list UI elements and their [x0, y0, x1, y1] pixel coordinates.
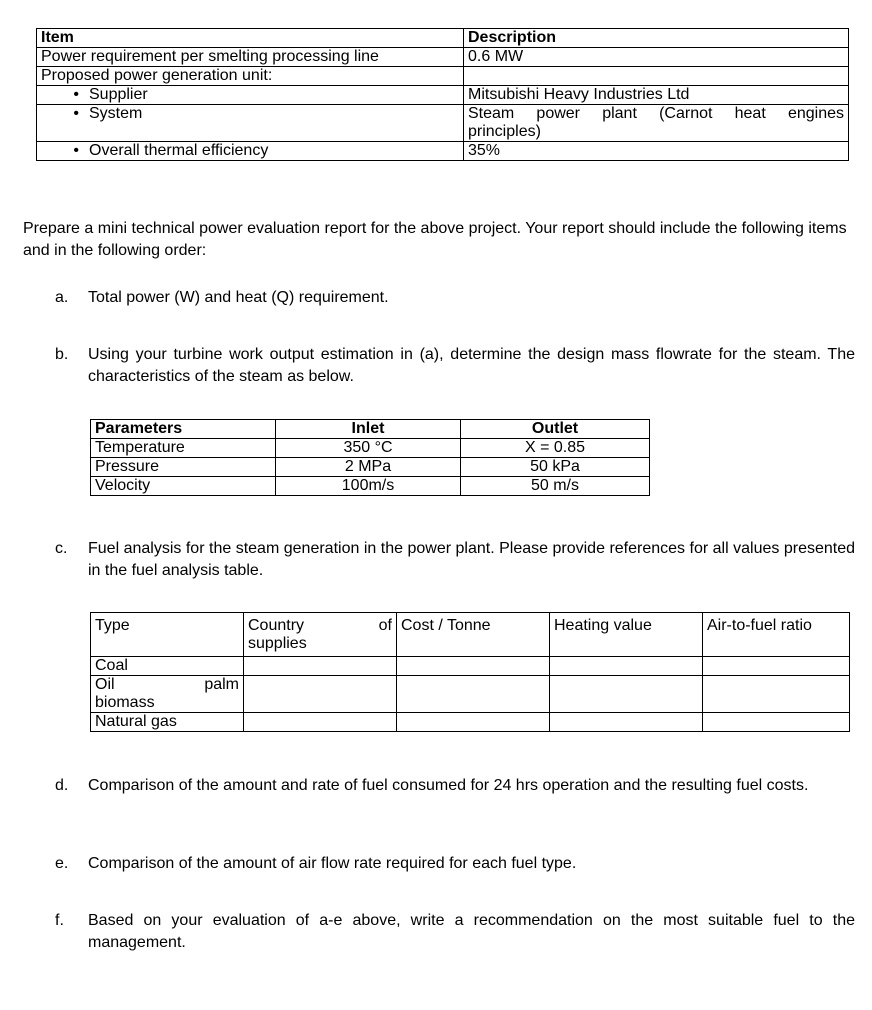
item-text: Total power (W) and heat (Q) requirement. [88, 289, 389, 306]
bullet-icon: • [73, 105, 79, 122]
item-label: d. [55, 777, 69, 794]
table-row [37, 105, 849, 142]
item-text: Using your turbine work output estimation in (a), determine the design mass flowrate for the steam. The characteristics of the steam as below. [88, 346, 855, 385]
header-cost: Cost / Tonne [397, 613, 550, 657]
cell-description: Mitsubishi Heavy Industries Ltd [464, 86, 849, 105]
intro-paragraph: Prepare a mini technical power evaluation report for the above project. Your report should include the following items and in the following order: [23, 220, 847, 259]
list-item [55, 344, 855, 388]
table-row: Velocity 100m/s 50 m/s [91, 477, 650, 496]
table-row [37, 86, 849, 105]
header-parameters: Parameters [91, 420, 276, 439]
fuel-analysis-table [90, 612, 850, 732]
table-row [37, 67, 849, 86]
item-text: Comparison of the amount and rate of fuel consumed for 24 hrs operation and the resulting fuel costs. [88, 777, 809, 794]
cell-item: • Supplier [37, 86, 464, 105]
item-text: Comparison of the amount of air flow rate required for each fuel type. [88, 855, 577, 872]
item-label: b. [55, 346, 69, 363]
item-label: f. [55, 912, 64, 929]
list-item [55, 775, 855, 797]
bullet-icon: • [73, 142, 79, 159]
item-text: Based on your evaluation of a-e above, write a recommendation on the most suitable fuel to the management. [88, 912, 855, 951]
list-item [55, 910, 855, 954]
cell-description: 35% [464, 142, 849, 161]
header-inlet: Inlet [276, 420, 461, 439]
steam-characteristics-table [90, 419, 650, 496]
cell-description: Steam power plant (Carnot heat engines principles) [464, 105, 849, 142]
table-row: Natural gas [91, 713, 850, 732]
bullet-icon: • [73, 86, 79, 103]
item-label: c. [55, 540, 68, 557]
table-row [37, 142, 849, 161]
table-row [37, 48, 849, 67]
cell-item: Power requirement per smelting processing line [37, 48, 464, 67]
table-header-row [37, 29, 849, 48]
table-row: Oil palm biomass [91, 676, 850, 713]
header-outlet: Outlet [461, 420, 650, 439]
table-header-row [91, 613, 850, 657]
header-type: Type [91, 613, 244, 657]
header-air-fuel-ratio: Air-to-fuel ratio [703, 613, 850, 657]
project-spec-table [36, 28, 849, 161]
table-header-row [91, 420, 650, 439]
table-row: Temperature 350 °C X = 0.85 [91, 439, 650, 458]
cell-item: • System [37, 105, 464, 142]
item-label: a. [55, 289, 69, 306]
cell-description: 0.6 MW [464, 48, 849, 67]
table-row: Coal [91, 657, 850, 676]
item-label: e. [55, 855, 69, 872]
table-row: Pressure 2 MPa 50 kPa [91, 458, 650, 477]
list-item [55, 853, 855, 875]
cell-item: Proposed power generation unit: [37, 67, 464, 86]
header-country: Country of supplies [244, 613, 397, 657]
header-heating-value: Heating value [550, 613, 703, 657]
header-item: Item [37, 29, 464, 48]
list-item [55, 287, 855, 309]
cell-description [464, 67, 849, 86]
list-item [55, 538, 855, 582]
header-description: Description [464, 29, 849, 48]
cell-item: • Overall thermal efficiency [37, 142, 464, 161]
item-text: Fuel analysis for the steam generation in the power plant. Please provide references for all values presented in the fuel analysis table. [88, 540, 855, 579]
